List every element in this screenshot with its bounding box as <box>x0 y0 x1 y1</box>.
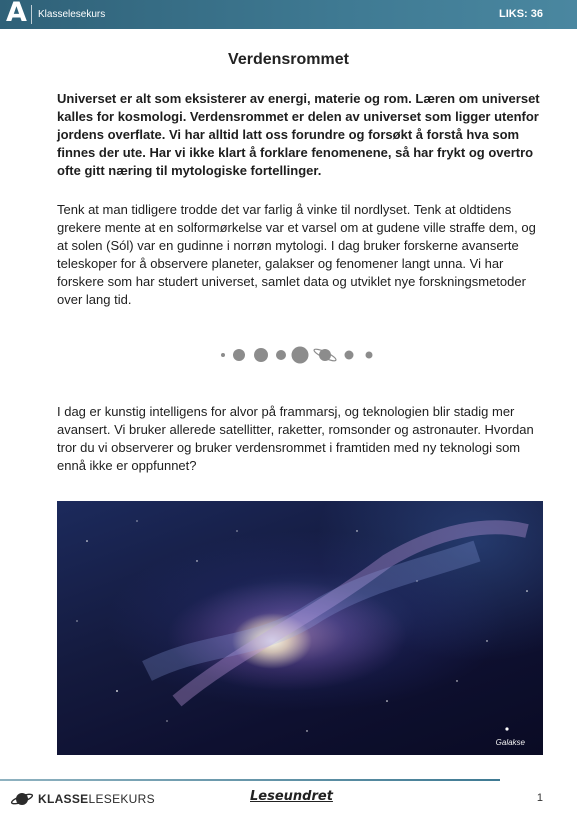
logo-letter: A <box>6 0 27 28</box>
intro-paragraph: Universet er alt som eksisterer av energi, materie og rom. Læren om universet kalles for kosmologi. Verdensrommet er delen av universet som ligger utenfor jordens overflate. Vi har alltid latt oss forundre og forsøkt å forstå hva som finnes der ute. Har vi ikke klart å forklare fenomenene, så har frykt og overtro ofte gitt næring til mytologiske fortellinger. <box>57 91 540 178</box>
planets-divider-icon <box>218 344 378 366</box>
galaxy-image <box>57 501 543 755</box>
header-divider <box>31 5 32 24</box>
publisher-logo: Leseundret <box>250 789 333 804</box>
header-bar <box>0 0 577 29</box>
footer-brand <box>10 790 155 808</box>
image-caption: Galakse <box>495 738 525 747</box>
page-title: Verdensrommet <box>228 51 349 68</box>
saturn-logo-icon <box>10 790 34 808</box>
body-paragraph-3: I dag er kunstig intelligens for alvor på frammarsj, og teknologien blir stadig mer avansert. Vi bruker allerede satellitter, raketter, romsonder og astronauter. Hvordan tror du vi observerer og bruker verdensrommet i framtiden med ny teknologi som ennå ikke er oppfunnet? <box>57 404 534 473</box>
liks-badge: LIKS: 36 <box>498 8 543 20</box>
footer-divider <box>0 779 500 781</box>
course-name: Klasselesekurs <box>38 9 106 20</box>
brand-name: KLASSELESEKURS <box>38 792 155 806</box>
page-number: 1 <box>536 792 543 804</box>
stars-overlay <box>57 501 543 755</box>
body-paragraph-2: Tenk at man tidligere trodde det var farlig å vinke til nordlyset. Tenk at oldtidens grekere mente at en solformørkelse var et varsel om at gudene ville straffe dem, og at solen (Sól) var en gudinne i norrøn mytologi. I dag bruker forskerne avanserte teleskoper for å observere planeter, galakser og fenomener langt unna. Vi har forskere som har studert universet, samlet data og utviklet nye forskningsmetoder over lang tid. <box>57 202 536 307</box>
